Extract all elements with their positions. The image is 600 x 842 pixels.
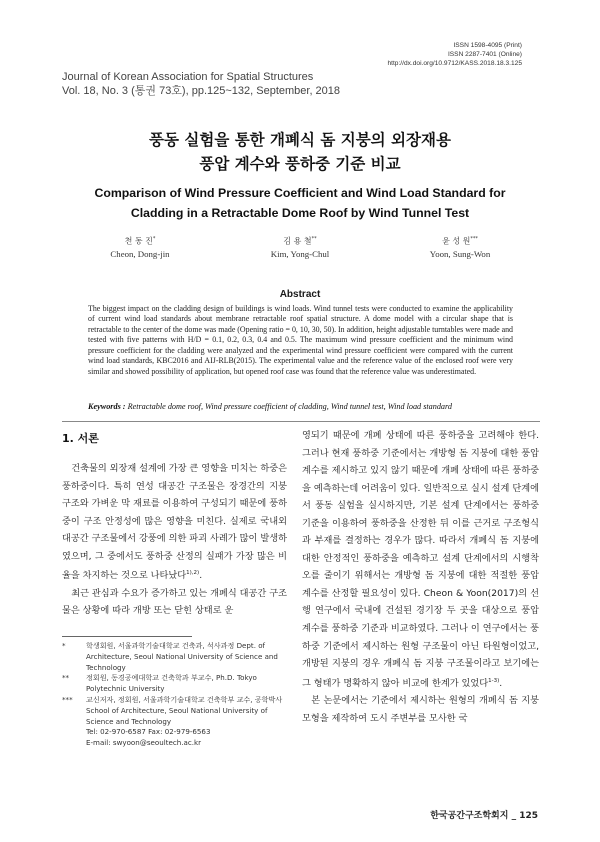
author-3-mark: *** bbox=[470, 236, 478, 242]
right-p2: 본 논문에서는 기준에서 제시하는 원형의 개폐식 돔 지붕 모형을 제작하여 도시 주변부를 모사한 국 bbox=[302, 695, 539, 724]
right-column bbox=[302, 427, 539, 727]
footnote-3: *** 교신저자, 정회원, 서울과학기술대학교 건축학부 교수, 공학박사 School of Architecture, Seoul National University of Science and Technology bbox=[62, 694, 283, 726]
doi-link[interactable]: http://dx.doi.org/10.9712/KASS.2018.18.3.125 bbox=[387, 60, 522, 67]
right-p1: 영되기 때문에 개폐 상태에 따른 풍하중을 고려해야 한다. 그러나 현재 풍하중 기준에서는 개방형 돔 지붕에 대한 풍압 계수를 제시하고 있지 않기 때문에 개폐 상태에 따른 풍하중을 예측하는데 어려움이 있다. 일반적으로 실시 설계 단계에서 풍동 실험을 실시하지만, 기본 설계 단계에서는 풍하중 기준을 이용하여 풍하중을 산정한 뒤 이를 근거로 구조형식과 부재를 결정하는 경우가 많다. 따라서 개폐식 돔 지붕에 대한 안정적인 풍하중을 예측하고 설계 단계에서의 시행착오를 줄이기 위해서는 개방형 돔 지붕에 대한 적절한 풍압 계수를 산정할 필요성이 있다. Cheon & Yoon(2017)의 선행 연구에서 국내에 건설된 경기장 두 곳을 대상으로 풍압 계수를 풍하중 기준과 비교하였다. 그러나 이 연구에서는 풍하중 기준에서 제시하는 원형 구조물이 아닌 타원형이었고, 개방된 지붕의 경우 개폐식 돔 지붕 구조물이라고 보기에는 그 형태가 명확하지 않아 비교에 한계가 있었다 bbox=[302, 430, 539, 689]
author-1-english: Cheon, Dong-jin bbox=[110, 248, 170, 259]
author-1-mark: * bbox=[152, 236, 156, 242]
citation-ref: 1-3) bbox=[488, 677, 500, 684]
abstract-heading: Abstract bbox=[279, 289, 321, 300]
paragraph: 건축물의 외장재 설계에 가장 큰 영향을 미치는 하중은 풍하중이다. 특히 연성 대공간 구조물은 장경간의 지붕 구조와 가벼운 막 재료를 이용하여 구성되기 때문에 풍하중이 구조 안정성에 많은 영향을 미친다. 실제로 국내외 대공간 구조물에서 강풍에 의한 파괴 사례가 많이 발생하였으며, 그 중에서도 풍하중 산정의 실패가 가장 많은 비율을 차지하는 것으로 나타났다$^{1),2)}$. bbox=[62, 463, 287, 582]
citation-ref: 1),2) bbox=[186, 570, 200, 577]
issn-online: ISSN 2287-7401 (Online) bbox=[447, 51, 522, 58]
english-title-line2: Cladding in a Retractable Dome Roof by Wind Tunnel Test bbox=[130, 206, 470, 220]
divider bbox=[62, 421, 540, 422]
volume-line: Vol. 18, No. 3 (통권 73호), pp.125~132, September, 2018 bbox=[62, 85, 341, 97]
journal-name: Journal of Korean Association for Spatial Structures bbox=[62, 71, 314, 83]
paragraph: 영되기 때문에 개폐 상태에 따른 풍하중을 고려해야 한다. 그러나 현재 풍하중 기준에서는 개방형 돔 지붕에 대한 풍압 계수를 제시하고 있지 않기 때문에 개폐 상태에 따른 풍하중을 예측하는데 어려움이 있다. 일반적으로 실시 설계 단계에서 풍동 실험을 실시하지만, 기본 설계 단계에서는 풍하중 기준을 이용하여 풍하중을 산정한 뒤 이를 근거로 구조형식과 부재를 결정하는 경우가 많다. 따라서 개폐식 돔 지붕에 대한 안정적인 풍하중을 예측하고 설계 단계에서의 시행착오를 줄이기 위해서는 개방형 돔 지붕에 대한 적절한 풍압 계수를 산정할 필요성이 있다. Cheon & Yoon(2017)의 선행 연구에서 국내에 건설된 경기장 두 곳을 대상으로 풍압 계수를 풍하중 기준과 비교하였다. 그러나 이 연구에서는 풍하중 기준에서 제시하는 원형 구조물이 아닌 타원형이었고, 개방된 지붕의 경우 개폐식 돔 지붕 구조물이라고 보기에는 그 형태가 명확하지 않아 비교에 한계가 있었다$^{1-3)}$. bbox=[302, 430, 539, 689]
abstract-text: The biggest impact on the cladding design of buildings is wind loads. Wind tunnel tests were conducted to examine the applicability of current wind load standards about membrane retractable roof spatial structure. A dome model with a circular shape that is retractable to the center of the dome was made (Opening ratio = 0, 10, 30, 50). In addition, height adjustable turntables were made and tested with five patterns with H/D = 0.1, 0.2, 0.3, 0.4 and 0.5. The maximum wind pressure coefficient and the minimum wind pressure coefficient for the cladding were analyzed and the experimental wind pressure coefficient were compared with the current wind load standards, KBC2016 and AIJ-RLB(2015). The experimental value and the reference value of the enclosed roof were very similar and showed possibility of application, but opened roof case was found that the reference value was underestimated. bbox=[88, 304, 513, 376]
author-3-korean: 윤 성 원 bbox=[442, 236, 471, 246]
english-title bbox=[0, 183, 600, 223]
issn-print: ISSN 1598-4095 (Print) bbox=[453, 42, 522, 49]
left-p2: 최근 관심과 수요가 증가하고 있는 개폐식 대공간 구조물은 상황에 따라 개방 또는 닫힌 상태로 운 bbox=[62, 587, 287, 617]
korean-title-line2: 풍압 계수와 풍하중 기준 비교 bbox=[199, 155, 401, 173]
author-2 bbox=[220, 233, 380, 261]
author-list bbox=[60, 233, 540, 263]
footnote-divider bbox=[62, 636, 192, 637]
page-footer: 한국공간구조학회지 _ 125 bbox=[430, 811, 538, 821]
korean-title-line1: 풍동 실험을 통한 개폐식 돔 지붕의 외장재용 bbox=[149, 131, 451, 149]
issn-block bbox=[387, 41, 522, 68]
author-3 bbox=[380, 233, 540, 261]
keywords-label: Keywords : bbox=[88, 402, 126, 411]
footnotes bbox=[62, 641, 290, 749]
footnote-2: ** 정회원, 동경공예대학교 건축학과 부교수, Ph.D. Tokyo Polytechnic University bbox=[62, 673, 257, 694]
author-2-korean: 김 용 철 bbox=[283, 236, 312, 246]
contact-email[interactable]: E-mail: swyoon@seoultech.ac.kr bbox=[86, 738, 202, 748]
journal-header bbox=[62, 70, 340, 98]
author-3-english: Yoon, Sung-Won bbox=[429, 248, 491, 259]
author-2-english: Kim, Yong-Chul bbox=[270, 248, 330, 259]
left-column bbox=[62, 460, 287, 620]
english-title-line1: Comparison of Wind Pressure Coefficient and Wind Load Standard for bbox=[94, 186, 506, 200]
left-p1: 건축물의 외장재 설계에 가장 큰 영향을 미치는 하중은 풍하중이다. 특히 연성 대공간 구조물은 장경간의 지붕 구조와 가벼운 막 재료를 이용하여 구성되기 때문에 풍하중이 구조 안정성에 많은 영향을 미친다. 실제로 국내외 대공간 구조물에서 강풍에 의한 파괴 사례가 많이 발생하였으며, 그 중에서도 풍하중 산정의 실패가 가장 많은 비율을 차지하는 것으로 나타났다 bbox=[62, 463, 287, 582]
author-2-mark: ** bbox=[311, 236, 317, 242]
section-heading: 1. 서론 bbox=[62, 432, 99, 445]
keywords bbox=[88, 402, 528, 411]
author-1 bbox=[60, 233, 220, 261]
korean-title bbox=[0, 128, 600, 176]
footnote-1: * 학생회원, 서울과학기술대학교 건축과, 석사과정 Dept. of Architecture, Seoul National University of Science and Technology bbox=[62, 641, 278, 672]
keywords-text: Retractable dome roof, Wind pressure coefficient of cladding, Wind tunnel test, Wind load standard bbox=[127, 402, 453, 411]
author-1-korean: 천 동 진 bbox=[124, 236, 153, 246]
contact-tel: Tel: 02-970-6587 Fax: 02-979-6563 bbox=[86, 727, 211, 737]
